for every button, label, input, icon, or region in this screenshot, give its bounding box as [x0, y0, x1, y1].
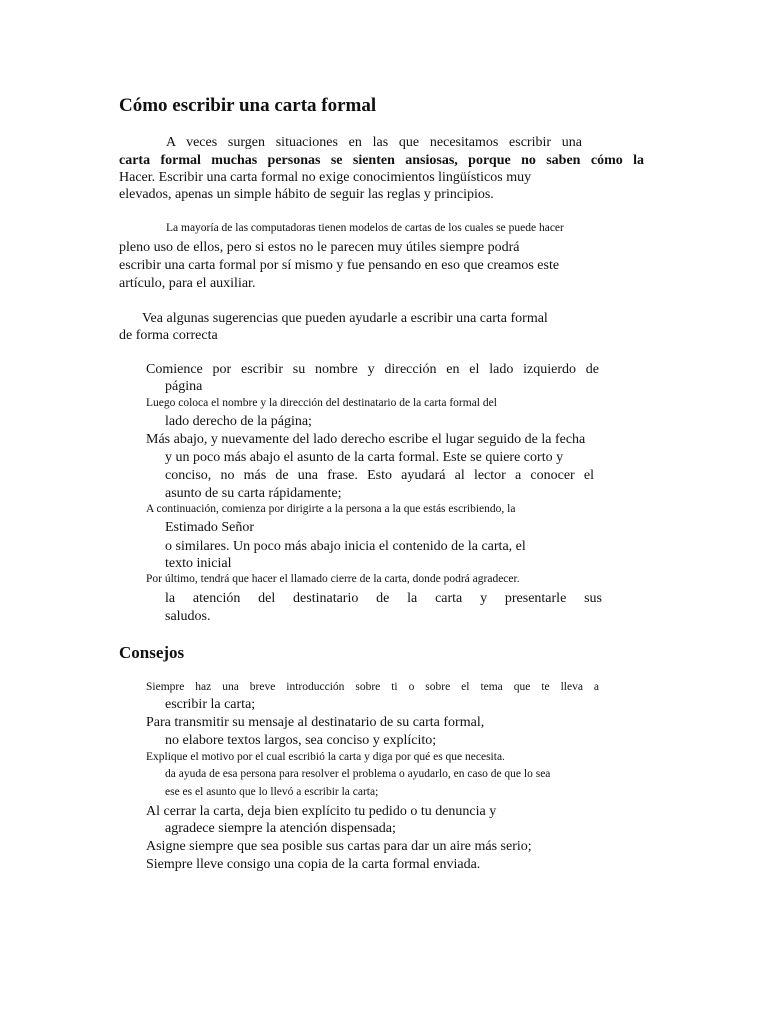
list-item: Luego coloca el nombre y la dirección del destinatario de la carta formal del: [146, 397, 497, 409]
section-heading: Consejos: [119, 643, 185, 662]
list-item: Por último, tendrá que hacer el llamado cierre de la carta, donde podrá agradecer.: [146, 573, 520, 585]
list-item-continuation: agradece siempre la atención dispensada;: [165, 821, 396, 836]
intro-line: pleno uso de ellos, pero si estos no le parecen muy útiles siempre podrá: [119, 240, 520, 255]
list-item-continuation: ese es el asunto que lo llevó a escribir la carta;: [165, 786, 379, 798]
intro-line: de forma correcta: [119, 328, 218, 343]
intro-line: carta formal muchas personas se sienten ansiosas, porque no saben cómo la: [119, 153, 644, 168]
list-item-continuation: asunto de su carta rápidamente;: [165, 486, 342, 501]
list-item-continuation: y un poco más abajo el asunto de la carta formal. Este se quiere corto y: [165, 450, 564, 465]
list-item-continuation: texto inicial: [165, 556, 232, 571]
list-item: Para transmitir su mensaje al destinatario de su carta formal,: [146, 715, 485, 730]
list-item-continuation: conciso, no más de una frase. Esto ayudará al lector a conocer el: [165, 468, 594, 483]
intro-line: elevados, apenas un simple hábito de seguir las reglas y principios.: [119, 187, 494, 202]
intro-line: escribir una carta formal por sí mismo y fue pensando en eso que creamos este: [119, 258, 560, 273]
intro-line: Hacer. Escribir una carta formal no exige conocimientos lingüísticos muy: [119, 170, 532, 185]
list-item-continuation: saludos.: [165, 609, 211, 624]
list-item: A continuación, comienza por dirigirte a la persona a la que estás escribiendo, la: [146, 503, 516, 515]
list-item-continuation: lado derecho de la página;: [165, 414, 312, 429]
list-item-continuation: página: [165, 379, 203, 394]
intro-line: artículo, para el auxiliar.: [119, 276, 256, 291]
list-item-continuation: escribir la carta;: [165, 697, 256, 712]
list-item: Asigne siempre que sea posible sus cartas para dar un aire más serio;: [146, 839, 532, 854]
list-item-continuation: o similares. Un poco más abajo inicia el contenido de la carta, el: [165, 539, 526, 554]
intro-line: A veces surgen situaciones en las que necesitamos escribir una: [166, 135, 582, 150]
list-item: Siempre lleve consigo una copia de la carta formal enviada.: [146, 857, 481, 872]
list-item-continuation: da ayuda de esa persona para resolver el problema o ayudarlo, en caso de que lo sea: [165, 768, 551, 780]
list-item-continuation: no elabore textos largos, sea conciso y explícito;: [165, 733, 437, 748]
intro-line: La mayoría de las computadoras tienen modelos de cartas de los cuales se puede hacer: [166, 222, 564, 234]
list-item: Siempre haz una breve introducción sobre ti o sobre el tema que te lleva a: [146, 681, 599, 693]
list-item: Más abajo, y nuevamente del lado derecho escribe el lugar seguido de la fecha: [146, 432, 586, 447]
list-item-continuation: Estimado Señor: [165, 520, 255, 535]
intro-line: Vea algunas sugerencias que pueden ayudarle a escribir una carta formal: [142, 311, 548, 326]
list-item: Explique el motivo por el cual escribió la carta y diga por qué es que necesita.: [146, 751, 505, 763]
list-item: Comience por escribir su nombre y dirección en el lado izquierdo de: [146, 362, 599, 377]
page-title: Cómo escribir una carta formal: [119, 95, 377, 116]
list-item: Al cerrar la carta, deja bien explícito tu pedido o tu denuncia y: [146, 804, 497, 819]
list-item-continuation: la atención del destinatario de la carta y presentarle sus: [165, 591, 602, 606]
